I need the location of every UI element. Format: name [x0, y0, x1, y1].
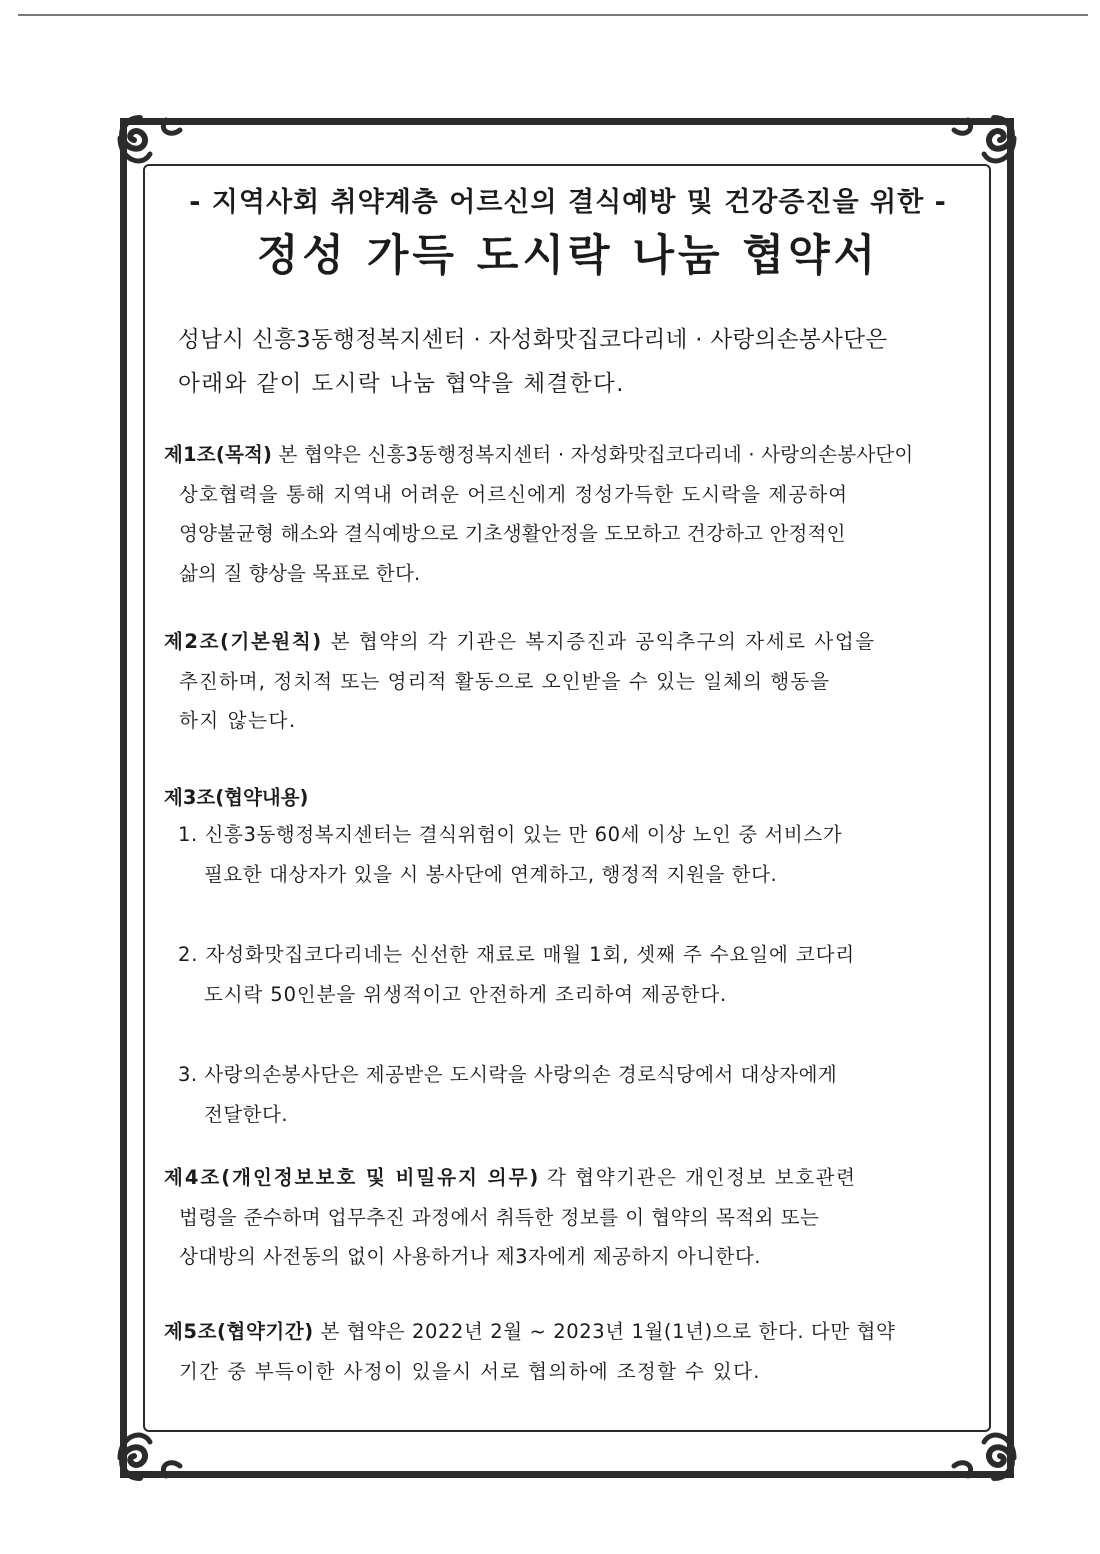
- article-text: 기간 중 부득이한 사정이 있을시 서로 협의하에 조정할 수 있다.: [179, 1359, 761, 1383]
- article-text: 추진하며, 정치적 또는 영리적 활동으로 오인받을 수 있는 일체의 행동을: [179, 669, 831, 693]
- article-text: 삶의 질 향상을 목표로 한다.: [179, 561, 421, 585]
- article-3-item-1: [178, 815, 974, 894]
- list-item: 전달한다.: [204, 1102, 289, 1126]
- article-1: [164, 435, 974, 593]
- corner-ornament-icon: [110, 1398, 200, 1488]
- list-item: 2. 자성화맛집코다리네는 신선한 재료로 매월 1회, 셋째 주 수요일에 코다리: [178, 943, 856, 966]
- article-heading: 제4조(개인정보보호 및 비밀유지 의무): [164, 1166, 541, 1189]
- scan-edge-line: [18, 14, 1088, 16]
- document-subtitle: - 지역사회 취약계층 어르신의 결식예방 및 건강증진을 위한 -: [189, 187, 947, 218]
- article-3: [164, 778, 974, 818]
- intro-paragraph: [178, 318, 968, 406]
- article-3-item-3: [178, 1055, 974, 1134]
- list-item: 도시락 50인분을 위생적이고 안전하게 조리하여 제공한다.: [204, 982, 728, 1006]
- article-text: 하지 않는다.: [179, 709, 297, 732]
- list-item: 3. 사랑의손봉사단은 제공받은 도시락을 사랑의손 경로식당에서 대상자에게: [178, 1063, 838, 1086]
- article-4: [164, 1158, 974, 1277]
- list-item: 1. 신흥3동행정복지센터는 결식위험이 있는 만 60세 이상 노인 중 서비스가: [178, 823, 843, 846]
- article-text: 영양불균형 해소와 결식예방으로 기초생활안정을 도모하고 건강하고 안정적인: [179, 522, 846, 545]
- article-text: 본 협약은 2022년 2월 ~ 2023년 1월(1년)으로 한다. 다만 협약: [320, 1320, 896, 1343]
- article-heading: 제3조(협약내용): [164, 786, 309, 809]
- article-3-item-2: [178, 935, 974, 1014]
- article-heading: 제2조(기본원칙): [164, 630, 323, 653]
- article-text: 상호협력을 통해 지역내 어려운 어르신에게 정성가득한 도시락을 제공하여: [179, 482, 849, 506]
- article-text: 본 협약은 신흥3동행정복지센터 · 자성화맛집코다리네 · 사랑의손봉사단이: [278, 443, 914, 466]
- article-text: 본 협약의 각 기관은 복지증진과 공익추구의 자세로 사업을: [330, 630, 876, 653]
- list-item: 필요한 대상자가 있을 시 봉사단에 연계하고, 행정적 지원을 한다.: [204, 862, 778, 886]
- article-text: 각 협약기관은 개인정보 보호관련: [547, 1166, 857, 1189]
- article-text: 상대방의 사전동의 없이 사용하거나 제3자에게 제공하지 아니한다.: [179, 1245, 761, 1268]
- article-heading: 제1조(목적): [164, 443, 273, 466]
- intro-line: 성남시 신흥3동행정복지센터 · 자성화맛집코다리네 · 사랑의손봉사단은: [178, 327, 888, 353]
- article-5: [164, 1312, 974, 1391]
- article-2: [164, 622, 974, 741]
- article-text: 법령을 준수하며 업무추진 과정에서 취득한 정보를 이 협약의 목적외 또는: [179, 1205, 820, 1229]
- intro-line: 아래와 같이 도시락 나눔 협약을 체결한다.: [178, 371, 625, 397]
- corner-ornament-icon: [934, 1398, 1024, 1488]
- article-heading: 제5조(협약기간): [164, 1320, 314, 1343]
- document-title: 정성 가득 도시락 나눔 협약서: [256, 231, 880, 281]
